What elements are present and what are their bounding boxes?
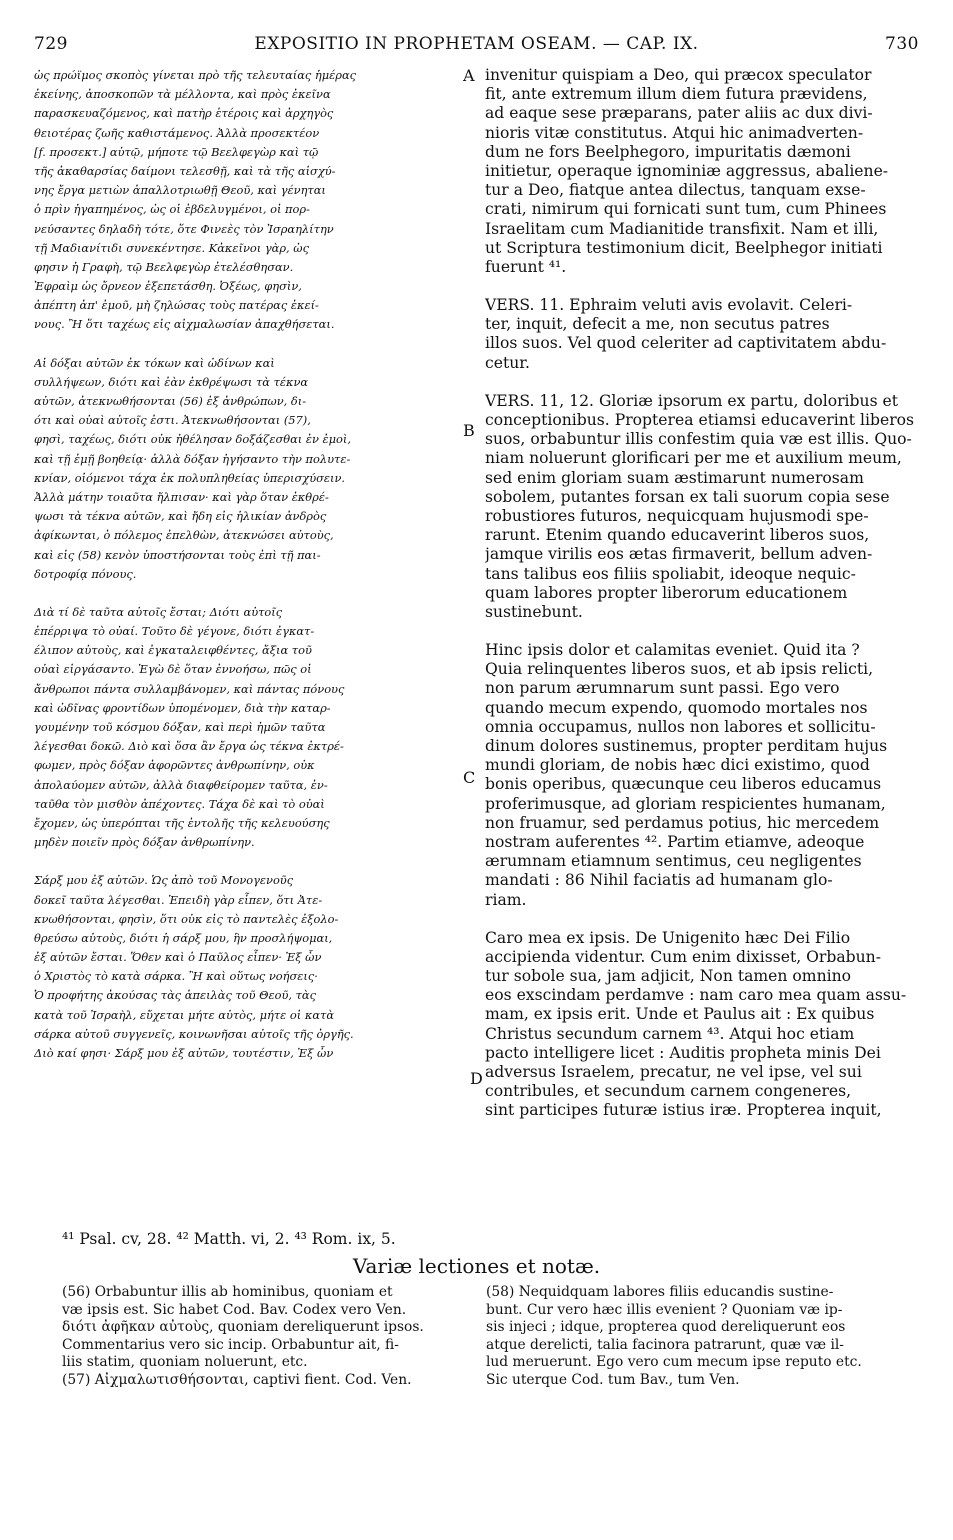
text-line: ἔχομεν, ὡς ὑπερόπται τῆς ἐντολῆς τῆς κελευούσης xyxy=(34,815,330,830)
paragraph xyxy=(485,296,921,373)
page-number-left: 729 xyxy=(34,34,68,54)
text-line: τῇ Μαδιανίτιδι συνεκέντησε. Κἀκεῖνοι γὰρ, ὡς xyxy=(34,240,309,255)
text-line: ἀπέπτη ἀπ' ἐμοῦ, μὴ ζηλώσας τοὺς πατέρας ἐκεί- xyxy=(34,298,319,313)
text-line: οὐαὶ εἰργάσαντο. Ἐγὼ δὲ ὅταν ἐννοήσω, πῶς οἱ xyxy=(34,662,312,677)
note-line: (58) Nequidquam labores filiis educandis sustine- xyxy=(486,1284,834,1300)
text-line: Διὰ τί δὲ ταῦτα αὐτοῖς ἔσται; Διότι αὐτοῖς xyxy=(34,604,283,619)
text-line: Quia relinquentes liberos suos, et ab ipsis relicti, xyxy=(485,660,874,679)
text-line: νης ἔργα μετιὼν ἀπαλλοτριωθῇ Θεοῦ, καὶ γένηται xyxy=(34,183,326,198)
text-line: ἀφίκωνται, ὁ πόλεμος ἐπελθὼν, ἀτεκνώσει αὐτοὺς, xyxy=(34,528,334,543)
text-line: VERS. 11. Ephraim veluti avis evolavit. Celeri- xyxy=(485,296,853,315)
text-line: ὁ πρὶν ἠγαπημένος, ὡς οἱ ἐβδελυγμένοι, οἱ πορ- xyxy=(34,202,310,217)
paragraph xyxy=(34,871,462,1063)
text-line: ἐκείνης, ἀποσκοπῶν τὰ μέλλοντα, καὶ πρὸς ἐκεῖνα xyxy=(34,87,331,102)
text-line: καὶ εἰς (58) κενὸν ὑποστήσονται τοὺς ἐπὶ τῇ παι- xyxy=(34,547,321,562)
text-line: θειοτέρας ζωῆς καθιστάμενος. Ἀλλὰ προσεκτέον xyxy=(34,125,320,140)
paragraph-gap xyxy=(485,622,921,641)
text-line: fuerunt ⁴¹. xyxy=(485,257,567,276)
text-line: παρασκευαζόμενος, καὶ πατὴρ ἑτέροις καὶ ἀρχηγὸς xyxy=(34,106,334,121)
paragraph xyxy=(485,641,921,910)
text-line: quam labores propter liberorum educationem xyxy=(485,583,848,602)
text-line: robustiores futuros, nequicquam hujusmodi spe- xyxy=(485,506,869,525)
page-number-right: 730 xyxy=(885,34,919,54)
footnotes: ⁴¹ Psal. cv, 28. ⁴² Matth. vi, 2. ⁴³ Rom. ix, 5. xyxy=(62,1230,396,1248)
text-line: tur a Deo, fiatque antea dilectus, tanquam exse- xyxy=(485,181,866,200)
paragraph-gap xyxy=(34,584,462,603)
note-line: (56) Orbabuntur illis ab hominibus, quoniam et xyxy=(62,1284,393,1300)
text-line: κνωθήσονται, φησὶν, ὅτι οὐκ εἰς τὸ παντελὲς ἐξολο- xyxy=(34,911,339,926)
text-line: conceptionibus. Propterea etiamsi educaverint liberos xyxy=(485,411,915,429)
latin-column xyxy=(485,66,921,1121)
greek-column xyxy=(34,66,462,1063)
text-line: riam. xyxy=(485,890,527,909)
text-line: γουμένην τοῦ κόσμου δόξαν, καὶ περὶ ἡμῶν ταῦτα xyxy=(34,720,326,734)
note-line: atque derelicti, talia facinora patrarunt, quæ væ il- xyxy=(486,1336,844,1353)
note-line: Sic uterque Cod. tum Bav., tum Ven. xyxy=(486,1371,740,1388)
text-line: φησιν ἡ Γραφὴ, τῷ Βεελφεγὼρ ἐτελέσθησαν. xyxy=(34,259,294,274)
note-line: Commentarius vero sic incip. Orbabuntur ait, fi- xyxy=(62,1336,399,1353)
text-line: Israelitam cum Madianitide transfixit. Nam et illi, xyxy=(485,219,879,238)
notes-right-column xyxy=(486,1284,921,1389)
note-line: bunt. Cur vero hæc illis evenient ? Quoniam væ ip- xyxy=(486,1301,843,1318)
text-line: nioris vitæ constitutus. Atqui hic animadverten- xyxy=(485,123,864,142)
text-line: bonis operibus, quæcunque ceu liberos educamus xyxy=(485,775,882,794)
paragraph xyxy=(34,354,462,584)
text-line: accipienda videntur. Cum enim dixisset, Orbabun- xyxy=(485,947,881,966)
text-line: ad eaque sese præparans, pater aliis ac dux divi- xyxy=(485,104,873,123)
text-line: έλιπον αὐτοὺς, καὶ ἐγκαταλειφθέντες, ἄξια τοῦ xyxy=(34,643,312,658)
text-line: Ἀλλὰ μάτην τοιαῦτα ἤλπισαν· καὶ γὰρ ὅταν ἐκθρέ- xyxy=(34,489,329,504)
note-line: liis statim, quoniam noluerunt, etc. xyxy=(62,1354,308,1370)
column-marker: D xyxy=(470,1069,483,1088)
text-line: φησὶ, ταχέως, διότι οὐκ ἠθέλησαν δοξάζεσθαι ἐν ἐμοὶ, xyxy=(34,432,351,447)
text-line: tans talibus eos filiis spoliabit, ideoque nequic- xyxy=(485,564,856,583)
paragraph xyxy=(34,66,462,335)
text-line: Διὸ καί φησι· Σάρξ μου ἐξ αὐτῶν, τουτέστιν, Ἐξ ὧν xyxy=(34,1046,334,1060)
note-line: væ ipsis est. Sic habet Cod. Bav. Codex vero Ven. xyxy=(62,1301,407,1318)
text-line: δοκεῖ ταῦτα λέγεσθαι. Ἐπειδὴ γὰρ εἶπεν, ὅτι Ἀτε- xyxy=(34,892,323,907)
note-line: sis injeci ; idque, propterea quod dereliquerunt eos xyxy=(486,1319,846,1335)
text-line: φωμεν, πρὸς δόξαν ἀφορῶντες ἀνθρωπίνην, οὐκ xyxy=(34,758,315,773)
text-line: ἐξ αὐτῶν ἔσται. Ὅθεν καὶ ὁ Παῦλος εἶπεν· Ἐξ ὧν xyxy=(34,950,322,965)
text-line: contribules, et secundum carnem congeneres, xyxy=(485,1082,852,1101)
text-line: ὡς πρώϊμος σκοπὸς γίνεται πρὸ τῆς τελευταίας ἡμέρας xyxy=(34,68,357,82)
paragraph xyxy=(485,929,921,1121)
text-line: νεύσαντες δηλαδὴ τότε, ὅτε Φινεὲς τὸν Ἰσραηλίτην xyxy=(34,221,334,236)
text-line: σάρκα αὐτοῦ συγγενεῖς, κοινωνῆσαι αὐτοῖς τῆς ὀργῆς. xyxy=(34,1026,354,1041)
text-line: μηδὲν ποιεῖν πρὸς δόξαν ἀνθρωπίνην. xyxy=(34,835,255,850)
paragraph-gap xyxy=(485,277,921,296)
text-line: Αἱ δόξαι αὐτῶν ἐκ τόκων καὶ ὠδίνων καὶ xyxy=(34,355,275,370)
text-line: Ὁ προφήτης ἀκούσας τὰς ἀπειλὰς τοῦ Θεοῦ, τὰς xyxy=(34,988,317,1003)
text-line: ut Scriptura testimonium dicit, Beelphegor initiati xyxy=(485,238,883,257)
text-line: proferimusque, ad gloriam respicientes humanam, xyxy=(485,794,886,813)
text-line: nostram auferentes ⁴². Partim etiamve, adeoque xyxy=(485,832,865,851)
text-line: ότι καὶ οὐαὶ αὐτοῖς ἐστι. Ἀτεκνωθήσονται (57), xyxy=(34,413,311,428)
text-line: eos exscindam perdamve : nam caro mea quam assu- xyxy=(485,986,907,1005)
text-line: sustinebunt. xyxy=(485,602,583,621)
text-line: cetur. xyxy=(485,353,530,372)
text-line: καὶ τῇ ἐμῇ βοηθείᾳ· ἀλλὰ δόξαν ἡγήσαντο τὴν πολυτε- xyxy=(34,451,351,466)
note-line: διότι ἀφῆκαν αὐτοὺς, quoniam dereliquerunt ipsos. xyxy=(62,1319,424,1335)
text-line: non fruamur, sed perdamus potius, hic mercedem xyxy=(485,813,880,832)
text-line: non parum ærumnarum sunt passi. Ego vero xyxy=(485,679,840,698)
text-line: κνίαν, οἰόμενοι τάχα ἐκ πολυπληθείας ὑπερισχύσειν. xyxy=(34,470,346,485)
text-line: sed enim gloriam suam æstimarunt numerosam xyxy=(485,468,864,487)
text-line: ter, inquit, defecit a me, non secutus patres xyxy=(485,315,830,334)
text-line: ærumnam etiamnum sentimus, ceu negligentes xyxy=(485,852,862,871)
column-marker: B xyxy=(463,421,475,440)
text-line: quando mecum expendo, quomodo mortales nos xyxy=(485,698,868,717)
text-line: pacto intelligere licet : Auditis propheta minis Dei xyxy=(485,1043,881,1062)
text-line: sint participes futuræ istius iræ. Propterea inquit, xyxy=(485,1101,882,1120)
text-line: αὐτῶν, ἀτεκνωθήσονται (56) ἐξ ἀνθρώπων, δι- xyxy=(34,394,307,408)
text-line: νους. Ἢ ὅτι ταχέως εἰς αἰχμαλωσίαν ἀπαχθήσεται. xyxy=(34,317,335,332)
text-line: niam noluerunt glorificari per me et auxilium meum, xyxy=(485,449,902,468)
text-line: adversus Israelem, precatur, ne vel ipse, vel sui xyxy=(485,1063,862,1081)
text-line: Christus secundum carnem ⁴³. Atqui hoc etiam xyxy=(485,1024,855,1043)
text-line: rarunt. Etenim quando educaverint liberos suos, xyxy=(485,526,870,545)
paragraph-gap xyxy=(485,910,921,929)
text-line: καὶ ὠδῖνας φροντίδων ὑπομένομεν, διὰ τὴν καταρ- xyxy=(34,700,331,715)
note-line: (57) Αἰχμαλωτισθήσονται, captivi fient. Cod. Ven. xyxy=(62,1371,412,1388)
text-line: mam, ex ipsis erit. Unde et Paulus ait : Ex quibus xyxy=(485,1005,875,1024)
text-line: VERS. 11, 12. Gloriæ ipsorum ex partu, doloribus et xyxy=(485,391,899,410)
text-line: τῆς ἀκαθαρσίας δαίμονι τελεσθῇ, καὶ τὰ τῆς αἰσχύ- xyxy=(34,163,336,178)
text-line: Caro mea ex ipsis. De Unigenito hæc Dei Filio xyxy=(485,928,851,947)
text-line: Hinc ipsis dolor et calamitas eveniet. Quid ita ? xyxy=(485,641,860,660)
text-line: crati, nimirum qui fornicati sunt tum, cum Phinees xyxy=(485,200,887,219)
text-line: ἐπέρριψα τὸ οὐαί. Τοῦτο δὲ γέγονε, διότι ἐγκατ- xyxy=(34,624,315,639)
text-line: κατὰ τοῦ Ἰσραὴλ, εὔχεται μήτε αὐτὸς, μήτε οἱ κατὰ xyxy=(34,1007,335,1022)
text-line: invenitur quispiam a Deo, qui præcox speculator xyxy=(485,66,872,84)
variae-lectiones-title: Variæ lectiones et notæ. xyxy=(352,1254,601,1278)
column-marker: A xyxy=(463,66,475,85)
text-line: θρεύσω αὐτοὺς, διότι ἡ σάρξ μου, ἣν προσλήψομαι, xyxy=(34,930,333,945)
text-line: ταῦθα τὸν μισθὸν ἀπέχοντες. Τάχα δὲ καὶ τὸ οὐαὶ xyxy=(34,796,325,811)
note-line: lud meruerunt. Ego vero cum mecum ipse reputo etc. xyxy=(486,1354,862,1370)
text-line: suos, orbabuntur illis confestim quia væ est illis. Quo- xyxy=(485,430,912,449)
text-line: omnia occupamus, nullos non labores et sollicitu- xyxy=(485,717,876,736)
paragraph xyxy=(485,392,921,622)
text-line: dum ne fors Beelphegoro, impuritatis dæmoni xyxy=(485,142,851,161)
text-line: illos suos. Vel quod celeriter ad captivitatem abdu- xyxy=(485,334,887,353)
paragraph xyxy=(34,603,462,852)
running-title: EXPOSITIO IN PROPHETAM OSEAM. — CAP. IX. xyxy=(254,34,699,54)
paragraph-gap xyxy=(34,852,462,871)
text-line: ὁ Χριστὸς τὸ κατὰ σάρκα. Ἢ καὶ οὕτως νοήσεις· xyxy=(34,969,318,984)
text-line: Σάρξ μου ἐξ αὐτῶν. Ὡς ἀπὸ τοῦ Μονογενοῦς xyxy=(34,873,294,888)
text-line: λέγεσθαι δοκῶ. Διὸ καὶ ὅσα ἂν ἔργα ὡς τέκνα ἐκτρέ- xyxy=(34,739,344,754)
text-line: δοτροφίᾳ πόνους. xyxy=(34,566,137,581)
paragraph xyxy=(485,66,921,277)
paragraph-gap xyxy=(485,373,921,392)
text-line: συλλήψεων, διότι καὶ ἐὰν ἐκθρέψωσι τὰ τέκνα xyxy=(34,374,309,389)
notes-left-column xyxy=(62,1284,462,1389)
text-line: ἀπολαύομεν αὐτῶν, ἀλλὰ διαφθείρομεν ταῦτα, ἐν- xyxy=(34,777,328,792)
paragraph-gap xyxy=(34,335,462,354)
column-marker: C xyxy=(463,768,476,787)
text-line: [f. προσεκτ.] αὐτῷ, μήποτε τῷ Βεελφεγὼρ καὶ τῷ xyxy=(34,144,319,159)
text-line: initietur, operaque ignominiæ aggressus, abaliene- xyxy=(485,161,889,180)
text-line: mandati : 86 Nihil faciatis ad humanam glo- xyxy=(485,871,833,890)
text-line: jamque virilis eos ætas firmaverit, bellum adven- xyxy=(485,545,873,564)
text-line: fit, ante extremum illum diem futura prævidens, xyxy=(485,85,868,104)
text-line: ψωσι τὰ τέκνα αὐτῶν, καὶ ἤδη εἰς ἡλικίαν ἀνδρὸς xyxy=(34,509,327,524)
text-line: Ἐφραὶμ ὡς ὄρνεον ἐξεπετάσθη. Ὀξέως, φησὶν, xyxy=(34,279,302,294)
text-line: ἄνθρωποι πάντα συλλαμβάνομεν, καὶ πάντας πόνους xyxy=(34,681,345,696)
text-line: mundi gloriam, de nobis hæc dici existimo, quod xyxy=(485,756,870,775)
text-line: dinum dolores sustinemus, propter perditam hujus xyxy=(485,737,888,755)
text-line: tur sobole sua, jam adjicit, Non tamen omnino xyxy=(485,967,852,986)
text-line: sobolem, putantes forsan ex tali suorum copia sese xyxy=(485,487,890,506)
